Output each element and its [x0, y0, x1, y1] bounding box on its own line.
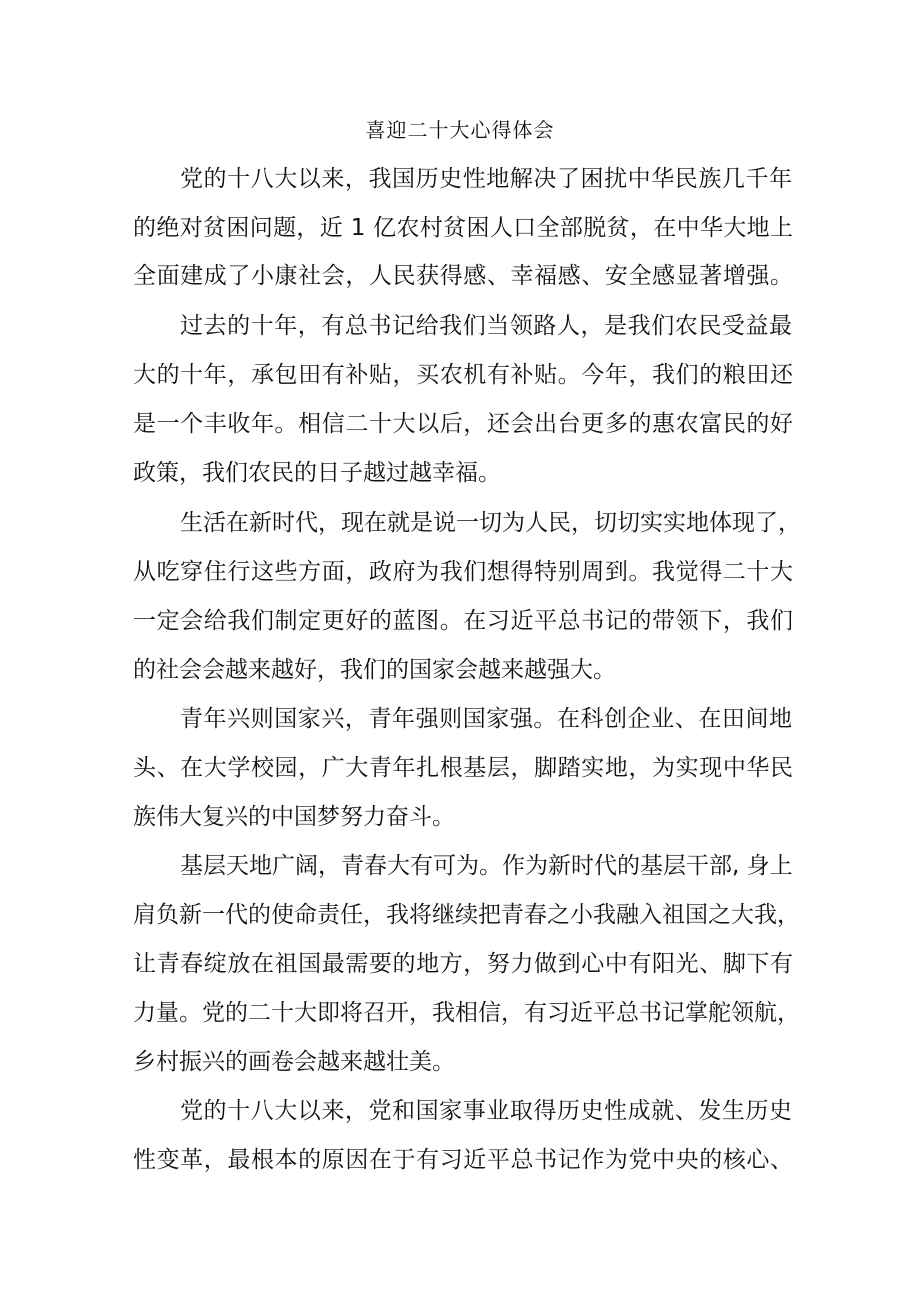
paragraph-1-line-1: 党的十八大以来，我国历史性地解决了困扰中华民族几千年 [180, 166, 792, 192]
paragraph-4-line-1: 青年兴则国家兴，青年强则国家强。在科创企业、在田间地 [180, 706, 792, 732]
paragraph-3-line-2: 从吃穿住行这些方面，政府为我们想得特别周到。我觉得二十大 [133, 559, 793, 585]
paragraph-4-line-2: 头、在大学校园，广大青年扎根基层，脚踏实地，为实现中华民 [133, 755, 793, 781]
paragraph-2-line-3: 是一个丰收年。相信二十大以后，还会出台更多的惠农富民的好 [133, 411, 793, 437]
paragraph-6-line-2: 性变革，最根本的原因在于有习近平总书记作为党中央的核心、 [133, 1147, 793, 1173]
paragraph-3-line-1: 生活在新时代，现在就是说一切为人民，切切实实地体现了， [180, 510, 801, 536]
paragraph-1-line-3: 全面建成了小康社会，人民获得感、幸福感、安全感显著增强。 [133, 263, 793, 289]
paragraph-3-line-3: 一定会给我们制定更好的蓝图。在习近平总书记的带领下，我们 [133, 608, 793, 634]
paragraph-3-line-4: 的社会会越来越好，我们的国家会越来越强大。 [133, 657, 616, 683]
paragraph-2-line-4: 政策，我们农民的日子越过越幸福。 [133, 460, 501, 486]
paragraph-5-line-2: 肩负新一代的使命责任，我将继续把青春之小我融入祖国之大我， [133, 902, 800, 928]
paragraph-4-line-3: 族伟大复兴的中国梦努力奋斗。 [133, 804, 455, 830]
paragraph-2-line-2: 大的十年，承包田有补贴，买农机有补贴。今年，我们的粮田还 [133, 362, 793, 388]
paragraph-6-line-1: 党的十八大以来，党和国家事业取得历史性成就、发生历史 [180, 1098, 792, 1124]
document-title: 喜迎二十大心得体会 [365, 118, 555, 142]
paragraph-5-line-3: 让青春绽放在祖国最需要的地方，努力做到心中有阳光、脚下有 [133, 951, 793, 977]
paragraph-5-line-4: 力量。党的二十大即将召开，我相信，有习近平总书记掌舵领航， [133, 1000, 800, 1026]
paragraph-1-line-2: 的绝对贫困问题，近 1 亿农村贫困人口全部脱贫，在中华大地上 [133, 215, 793, 241]
paragraph-5-line-1: 基层天地广阔，青春大有可为。作为新时代的基层干部, 身上 [180, 853, 793, 879]
paragraph-2-line-1: 过去的十年，有总书记给我们当领路人，是我们农民受益最 [180, 313, 792, 339]
paragraph-5-line-5: 乡村振兴的画卷会越来越壮美。 [133, 1049, 455, 1075]
